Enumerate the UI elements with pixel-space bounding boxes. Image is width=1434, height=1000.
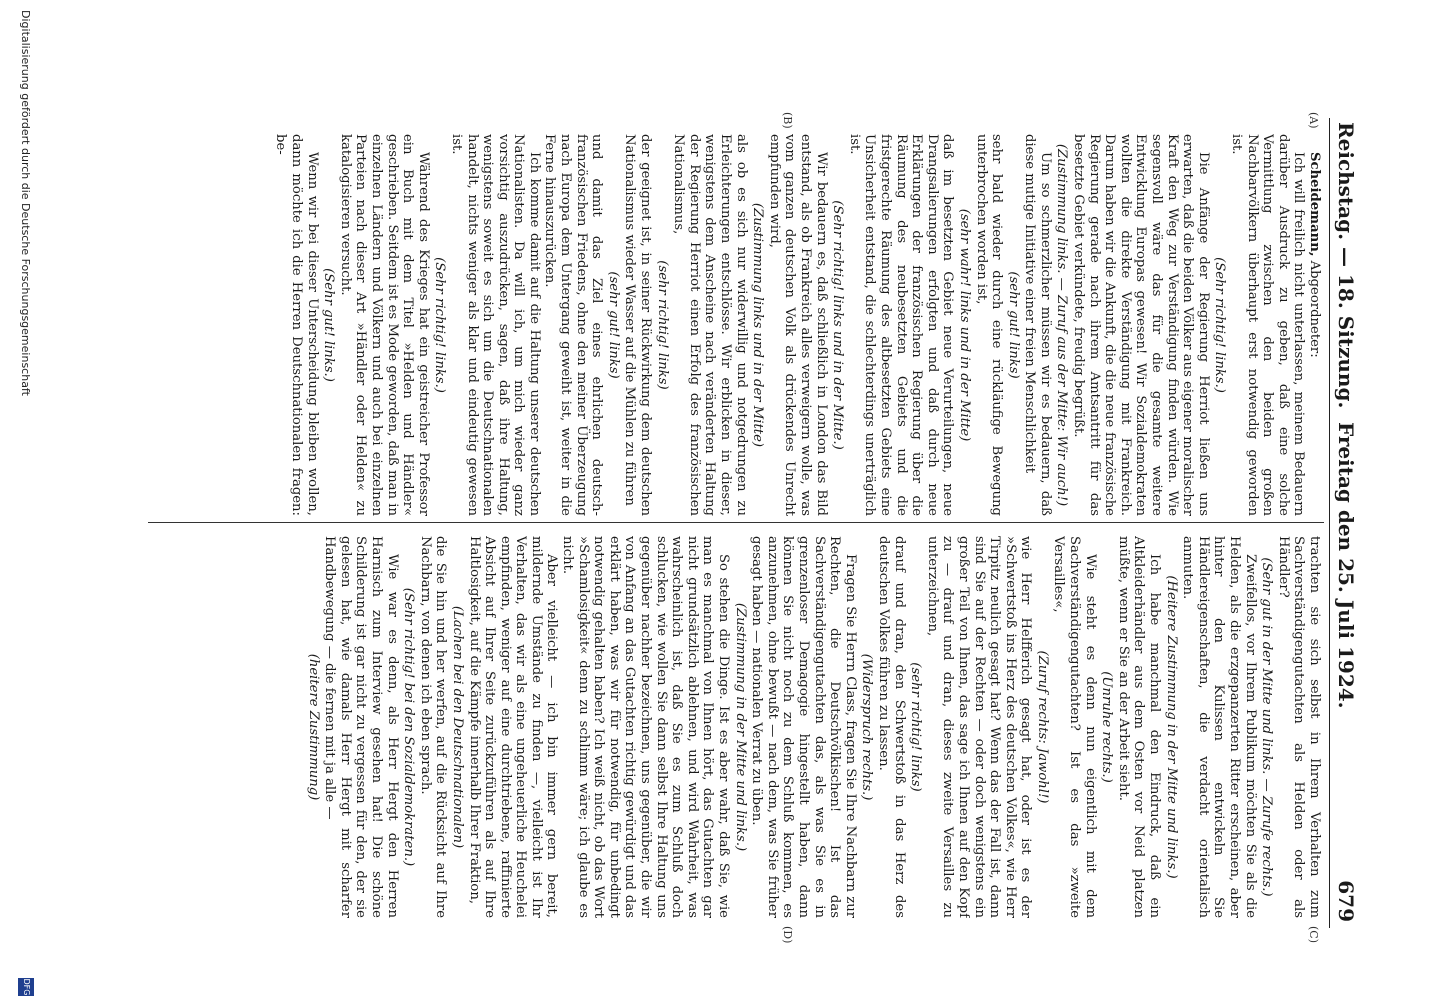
paragraph: Ich komme damit auf die Haltung unserer deutschen Nationalisten. Da will ich, um mich wieder ganz vorsichtig auszudrücken, sagen, daß ihre Haltung, wenigstens soweit es sich um die Deutschnationalen handelt, nichts weniger als klar und eindeutig gewesen ist.	[448, 134, 542, 516]
dfg-logo: DFG	[18, 978, 34, 996]
margin-mark-b: (B)	[781, 112, 794, 129]
paragraph: daß im besetzten Gebiet neue Verurteilungen, neue Drangsalierungen erfolgten und daß durch neue Erklärungen der französischen Regierung über die Räumung des neubesetzten Gebiets und die fristgerechte Räumung des altbesetzten Gebiets eine Unsicherheit entstand, die schlechterdings unerträglich ist.	[846, 134, 956, 516]
paragraph: Wir bedauern es, daß schließlich in London das Bild entstand, als ob Frankreich alles verweigern wolle, was vom ganzen deutschen Volk als drückendes Unrecht empfunden wird,	[766, 134, 829, 516]
paragraph: trachten sie sich selbst in Ihrem Verhalten zum Sachverständigengutachten als Helden oder als Händler?	[1275, 536, 1322, 918]
interjection: (Zustimmung links und in der Mitte)	[750, 202, 766, 448]
interjection: (Zustimmung links. — Zuruf aus der Mitte: Wir auch!)	[1054, 143, 1070, 507]
paragraph: Wie war es denn, als Herr Hergt den Herren Harnisch zum Interview gesehen hat! Die schöne Schilderung ist gar nicht zu vergessen für den, der sie gelesen hat, wie damals Herr Hergt mit scharfer Handbewegung — die fernen mit ja alle —	[322, 536, 400, 918]
paragraph: Ich will freilich nicht unterlassen, meinem Bedauern darüber Ausdruck zu geben, daß eine solche Vermittlung zwischen den beiden großen Nachbarvölkern überhaupt erst notwendig geworden ist.	[1229, 134, 1307, 516]
column-divider	[148, 522, 1324, 523]
paragraph: So stehen die Dinge. Ist es aber wahr, daß Sie, wie man es manchmal von Ihnen hört, das Gutachten gar nicht grundsätzlich ablehnen, und wird Wahrheit, was wahrscheinlich ist, daß Sie es zum Schluß doch schlucken, wie wollen Sie dann selbst Ihre Haltung uns gegenüber nachher bezeichnen, uns gegenüber, die wir von Anfang an das Gutachten richtig gewürdigt und das erklärt haben, was wir für notwendig, für unbedingt notwendig gehalten haben? Ich weiß nicht, ob das Wort »Schamlosigkeit« denn zu schlimm wäre; ich glaube es nicht.	[560, 536, 732, 918]
paragraph: und damit das Ziel eines ehrlichen deutsch-französischen Friedens, ohne den meiner Überzeugung nach Europa dem Untergang geweiht ist, weiter in die Ferne hinauszurücken.	[542, 134, 605, 516]
speaker-role: Abgeordneter:	[1307, 260, 1322, 358]
header-date: Freitag den 25. Juli 1924.	[1334, 422, 1358, 709]
interjection: (sehr richtig! links)	[654, 260, 670, 390]
paragraph: wie Herr Helfferich gesagt hat, oder ist es der »Schwertstoß ins Herz des deutschen Volkes«, wie Herr Tirpitz neulich gesagt hat? Wenn das der Fall ist, dann sind Sie auf der Rechten — oder doch wenigstens ein großer Teil von Ihnen, das sage ich Ihnen auf den Kopf zu — drauf und dran, dieses zweite Versailles zu unterzeichnen,	[924, 536, 1034, 918]
paragraph: als ob es sich nur widerwillig und notgedrungen zu Erleichterungen entschlösse. Wir erblicken in dieser, wenigstens dem Anscheine nach veränderten Haltung der Regierung Herriot einen Erfolg des französischen Nationalismus,	[671, 134, 749, 516]
paragraph: Zweifellos, vor Ihrem Publikum möchten Sie als die Helden, als die erzgepanzerten Ritter erscheinen, aber hinter den Kulissen entwickeln Sie Händlereigenschaften, die verdacht orientalisch anmuten.	[1180, 536, 1258, 918]
paragraph: Ich habe manchmal den Eindruck, daß ein Altkleiderhändler aus dem Osten vor Neid platzen müßte, wenn er Sie an der Arbeit sieht.	[1115, 536, 1163, 918]
paragraph: die Sie hin und her werfen, auf die Rücksicht auf Ihre Nachbarn, von denen ich eben sprach.	[417, 536, 449, 918]
paragraph: sehr bald wieder durch eine rückläufige Bewegung unterbrochen worden ist,	[973, 134, 1005, 516]
paragraph: Fragen Sie Herrn Class, fragen Sie Ihre Nachbarn zur Rechten, die Deutschvölkischen! Ist das Sachverständigengutachten das, als was Sie es in grenzenloser Demagogie hingestellt haben, dann können Sie nicht noch zu dem Schluß kommen, es anzunehmen, ohne bewußt — nach dem, was Sie früher gesagt haben — nationalen Verrat zu üben.	[749, 536, 858, 918]
speaker-line	[1306, 134, 1322, 516]
interjection: (Sehr gut in der Mitte und links. — Zurufe rechts.)	[1259, 557, 1275, 897]
interjection: (Sehr richtig! links.)	[1212, 257, 1228, 393]
interjection: (Unruhe rechts.)	[1099, 671, 1115, 783]
paragraph: Wie steht es denn nun eigentlich mit dem Sachverständigengutachten? Ist es das »zweite Versailles«,	[1051, 536, 1098, 918]
interjection: (heitere Zustimmung)	[305, 653, 321, 801]
interjection: (Lachen bei den Deutschnationalen)	[449, 605, 465, 849]
page-header	[1332, 122, 1358, 922]
interjection: (Widerspruch rechts.)	[859, 653, 875, 801]
paragraph: Wenn wir bei dieser Unterscheidung bleiben wollen, dann möchte ich die Herren Deutschnationalen fragen: be-	[273, 134, 320, 516]
header-rule	[1329, 118, 1330, 928]
left-text-column	[142, 134, 1322, 516]
paragraph: Während des Krieges hat ein geistreicher Professor ein Buch mit dem Titel »Helden und Händler« geschrieben. Seitdem ist es Mode geworden, daß man in einzelnen Ländern und Völkern und auch bei einzelnen Parteien nach dieser Art »Händler oder Helden« zu katalogisieren versucht.	[337, 134, 431, 516]
interjection: (Sehr richtig! bei den Sozialdemokraten.)	[401, 587, 417, 867]
paragraph: drauf und dran, den Schwertstoß in das Herz des deutschen Volkes führen zu lassen.	[875, 536, 907, 918]
header-page-number: 679	[1334, 880, 1358, 922]
margin-mark-d: (D)	[781, 926, 794, 944]
interjection: (sehr gut! links)	[1005, 271, 1021, 379]
margin-mark-c: (C)	[1307, 926, 1320, 943]
interjection: (Sehr richtig! links.)	[432, 257, 448, 393]
paragraph: der geeignet ist, in seiner Rückwirkung dem deutschen Nationalismus wieder Wasser auf die Mühlen zu führen	[622, 134, 654, 516]
interjection: (sehr gut! links)	[605, 271, 621, 379]
paragraph: Die Anfänge der Regierung Herriot ließen uns erwarten, daß die beiden Völker aus eigener moralischer Kraft den Weg zur Verständigung finden würden. Wie segensvoll wäre das für die gesamte weitere Entwicklung Europas gewesen! Wir Sozialdemokraten wollten die direkte Verständigung mit Frankreich. Darum haben wir die Ankunft, die die neue französische Regierung gerade nach ihrem Amtsantritt für das besetzte Gebiet verkündete, freudig begrüßt.	[1071, 134, 1211, 516]
speaker-name: Scheidemann,	[1307, 152, 1322, 257]
digitization-credit: Digitalisierung gefördert durch die Deutsche Forschungsgemeinschaft	[19, 10, 32, 396]
footer	[14, 0, 34, 1000]
interjection: (sehr wahr! links und in der Mitte)	[956, 208, 972, 442]
interjection: (Zuruf rechts: Jawohl!)	[1034, 650, 1050, 804]
interjection: (Zustimmung in der Mitte und links.)	[732, 602, 748, 852]
interjection: (Sehr richtig! links und in der Mitte.)	[830, 200, 846, 450]
paragraph: Aber vielleicht — ich bin immer gern bereit, mildernde Umstände zu finden —, vielleicht ist Ihr Verhalten, das wir als eine ungeheuerliche Heuchelei empfinden, weniger auf eine durchtriebene, raffinierte Absicht auf Ihrer Seite zurückzuführen als auf Ihre Haltlosigkeit, auf die Kämpfe innerhalb Ihrer Fraktion,	[466, 536, 560, 918]
header-session: Reichstag. — 18. Sitzung.	[1334, 122, 1358, 409]
margin-mark-a: (A)	[1307, 112, 1320, 129]
paragraph: Um so schmerzlicher müssen wir es bedauern, daß diese mutige Initiative einer freien Menschlichkeit	[1022, 134, 1053, 516]
right-text-column	[142, 536, 1322, 918]
interjection: (Heitere Zustimmung in der Mitte und links.)	[1163, 575, 1179, 879]
interjection: (sehr richtig! links)	[908, 662, 924, 792]
interjection: (Sehr gut! links.)	[321, 268, 337, 382]
